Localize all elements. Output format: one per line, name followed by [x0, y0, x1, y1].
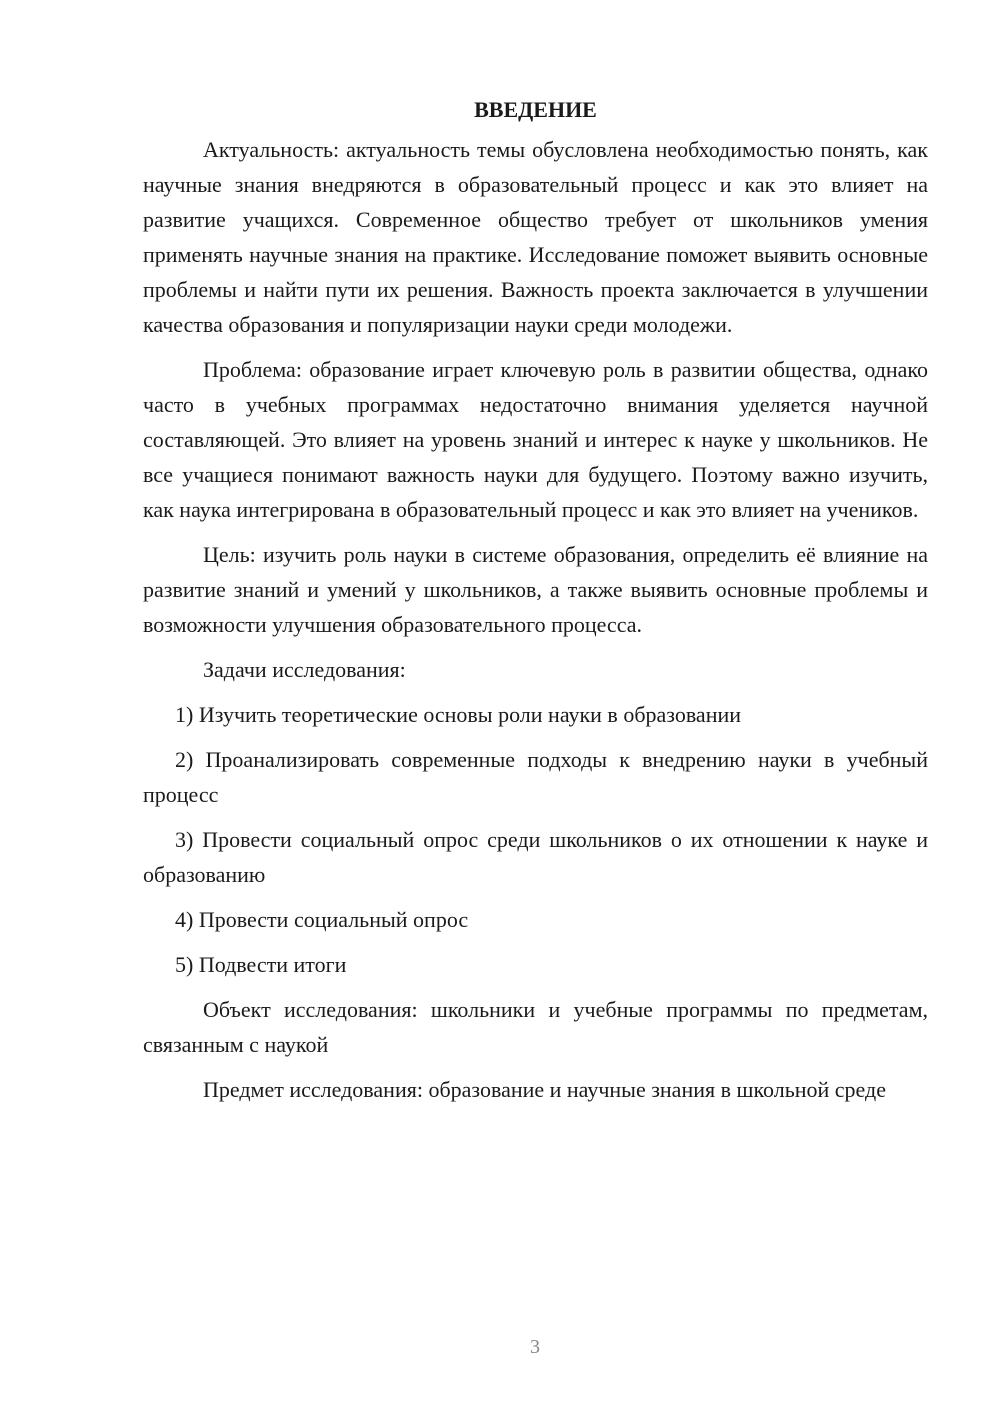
document-body — [143, 92, 928, 1117]
task-item-4: 4) Провести социальный опрос — [175, 907, 469, 932]
section-title: ВВЕДЕНИЕ — [474, 97, 597, 122]
subject-paragraph: Предмет исследования: образование и научные знания в школьной среде — [203, 1077, 886, 1102]
goal-paragraph: Цель: изучить роль науки в системе образования, определить её влияние на развитие знаний и умений у школьников, а также выявить основные проблемы и возможности улучшения образовательного процесса. — [143, 542, 928, 637]
relevance-paragraph: Актуальность: актуальность темы обусловлена необходимостью понять, как научные знания внедряются в образовательный процесс и как это влияет на развитие учащихся. Современное общество требует от школьников умения применять научные знания на практике. Исследование поможет выявить основные проблемы и найти пути их решения. Важность проекта заключается в улучшении качества образования и популяризации науки среди молодежи. — [143, 137, 928, 337]
task-item-1: 1) Изучить теоретические основы роли науки в образовании — [175, 702, 742, 727]
problem-paragraph: Проблема: образование играет ключевую роль в развитии общества, однако часто в учебных программах недостаточно внимания уделяется научной составляющей. Это влияет на уровень знаний и интерес к науке у школьников. Не все учащиеся понимают важность науки для будущего. Поэтому важно изучить, как наука интегрирована в образовательный процесс и как это влияет на учеников. — [143, 357, 928, 522]
task-item-3: 3) Провести социальный опрос среди школьников о их отношении к науке и образованию — [143, 827, 928, 887]
page-number: 3 — [530, 1336, 540, 1358]
task-item-2: 2) Проанализировать современные подходы к внедрению науки в учебный процесс — [143, 747, 928, 807]
object-paragraph: Объект исследования: школьники и учебные программы по предметам, связанным с наукой — [143, 997, 928, 1057]
tasks-heading: Задачи исследования: — [203, 657, 406, 682]
task-item-5: 5) Подвести итоги — [175, 952, 347, 977]
